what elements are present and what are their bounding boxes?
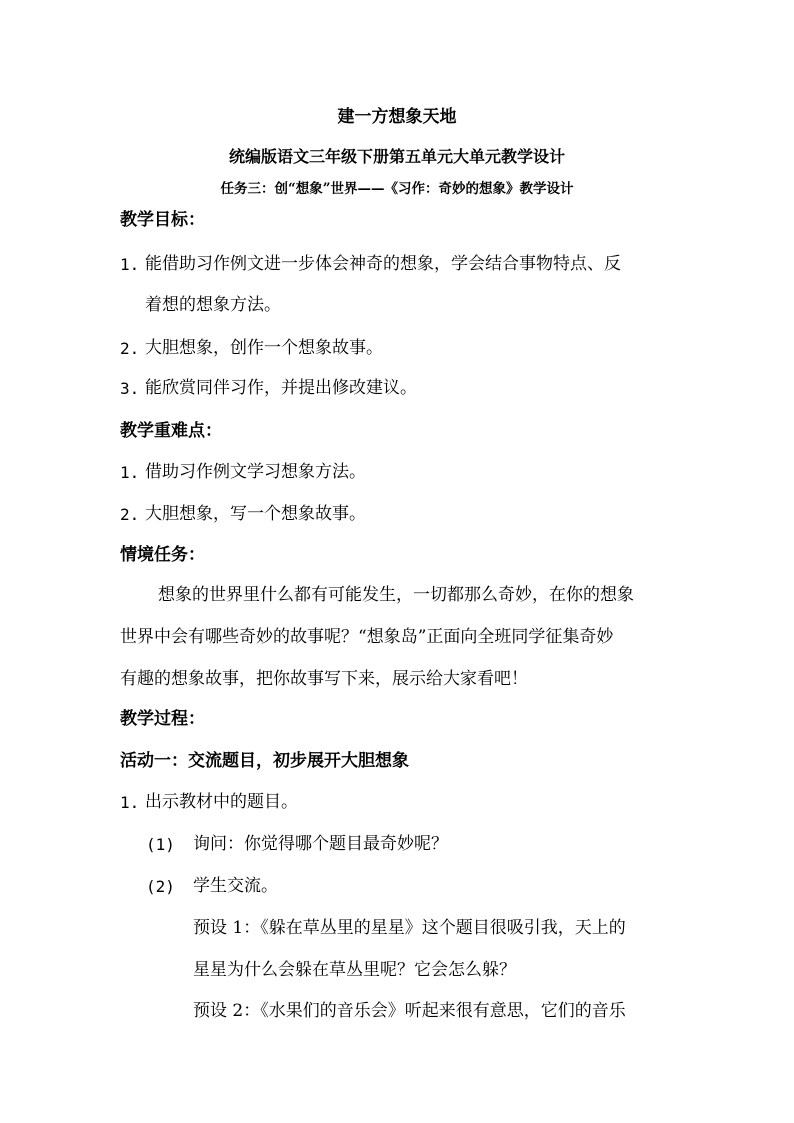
focus-1-text: 借助习作例文学习想象方法。 bbox=[145, 462, 366, 482]
sub-2-text: 学生交流。 bbox=[193, 876, 278, 896]
sub-1-number: (1) bbox=[146, 835, 175, 854]
focus-heading: 教学重难点： bbox=[120, 421, 222, 441]
focus-2-text: 大胆想象，写一个想象故事。 bbox=[145, 504, 366, 524]
goal-2-text: 大胆想象，创作一个想象故事。 bbox=[145, 338, 383, 358]
goal-3-text: 能欣赏同伴习作，并提出修改建议。 bbox=[145, 378, 417, 398]
doc-title: 建一方想象天地 bbox=[337, 107, 457, 127]
preset-1-text: 预设 1：《躲在草丛里的星星》这个题目很吸引我，天上的 bbox=[193, 918, 626, 938]
preset-1-text-cont: 星星为什么会躲在草丛里呢？它会怎么躲？ bbox=[193, 960, 516, 980]
scenario-heading: 情境任务： bbox=[120, 545, 205, 565]
goals-heading: 教学目标： bbox=[120, 210, 205, 230]
sub-1-text: 询问：你觉得哪个题目最奇妙呢？ bbox=[193, 834, 448, 854]
goal-2-number: 2. bbox=[120, 339, 140, 358]
goal-1-text: 能借助习作例文进一步体会神奇的想象，学会结合事物特点、反 bbox=[145, 254, 621, 274]
scenario-line-2: 世界中会有哪些奇妙的故事呢？“想象岛”正面向全班同学征集奇妙 bbox=[120, 627, 614, 647]
step-1-number: 1. bbox=[120, 793, 140, 812]
scenario-line-3: 有趣的想象故事，把你故事写下来，展示给大家看吧！ bbox=[120, 669, 528, 689]
goal-3-number: 3. bbox=[120, 379, 140, 398]
task-title: 任务三：创“想象”世界——《习作：奇妙的想象》教学设计 bbox=[220, 181, 574, 197]
doc-subtitle: 统编版语文三年级下册第五单元大单元教学设计 bbox=[228, 147, 565, 166]
goal-1-number: 1. bbox=[120, 255, 140, 274]
focus-2-number: 2. bbox=[120, 505, 140, 524]
process-heading: 教学过程： bbox=[120, 709, 205, 729]
activity-1-heading: 活动一：交流题目，初步展开大胆想象 bbox=[120, 751, 409, 771]
scenario-line-1: 想象的世界里什么都有可能发生，一切都那么奇妙，在你的想象 bbox=[158, 585, 634, 605]
preset-2-text: 预设 2：《水果们的音乐会》听起来很有意思，它们的音乐 bbox=[193, 1001, 626, 1021]
sub-2-number: (2) bbox=[146, 877, 175, 896]
focus-1-number: 1. bbox=[120, 463, 140, 482]
goal-1-text-cont: 着想的想象方法。 bbox=[145, 295, 281, 315]
step-1-text: 出示教材中的题目。 bbox=[145, 792, 298, 812]
